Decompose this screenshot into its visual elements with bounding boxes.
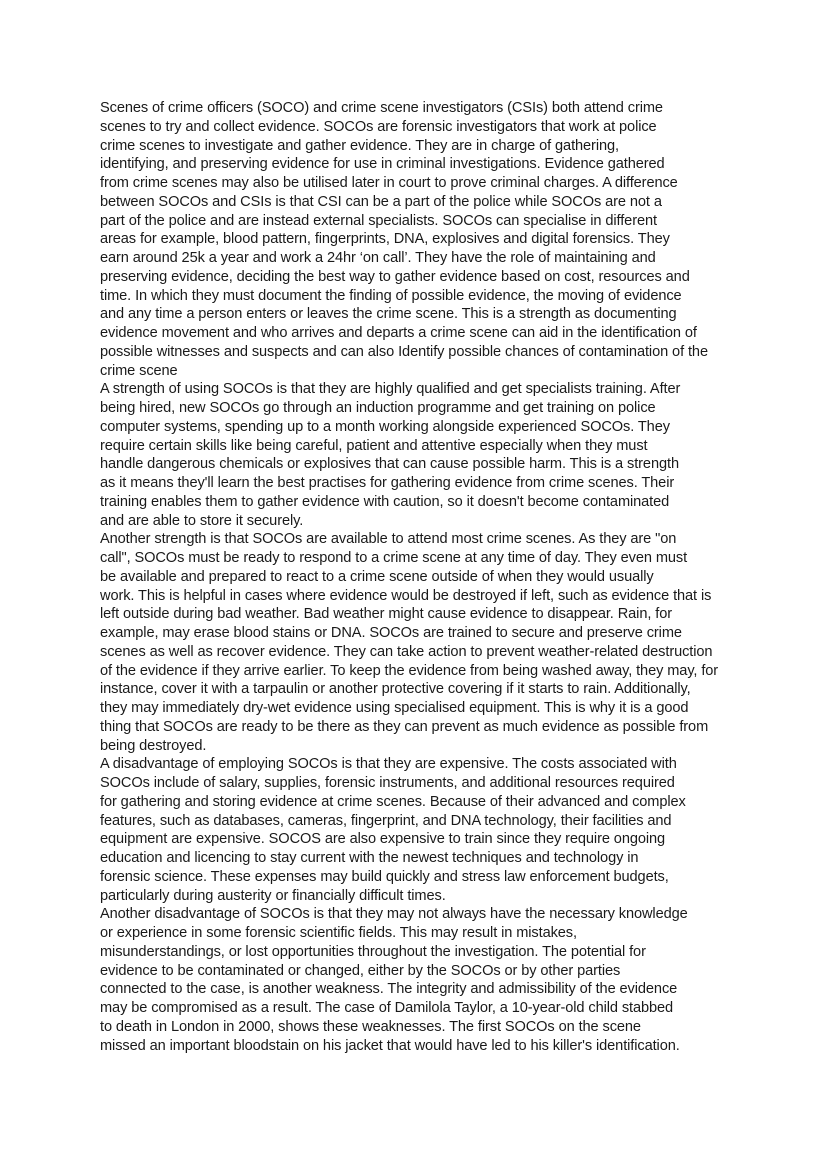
- text-line: to death in London in 2000, shows these weaknesses. The first SOCOs on the scene: [100, 1018, 641, 1035]
- text-line: part of the police and are instead external specialists. SOCOs can specialise in different: [100, 212, 657, 229]
- text-line: as it means they'll learn the best practises for gathering evidence from crime scenes. Their: [100, 475, 675, 491]
- text-line: handle dangerous chemicals or explosives that can cause possible harm. This is a strength: [100, 456, 679, 473]
- text-line: and are able to store it securely.: [100, 512, 304, 529]
- text-line: A strength of using SOCOs is that they are highly qualified and get specialists training. After: [100, 381, 681, 398]
- text-line: possible witnesses and suspects and can also Identify possible chances of contamination of the: [100, 343, 708, 360]
- text-line: equipment are expensive. SOCOS are also expensive to train since they require ongoing: [100, 831, 666, 848]
- text-line: features, such as databases, cameras, fingerprint, and DNA technology, their facilities and: [100, 812, 672, 829]
- text-line: preserving evidence, deciding the best way to gather evidence based on cost, resources and: [100, 268, 690, 285]
- text-line: time. In which they must document the finding of possible evidence, the moving of evidence: [100, 287, 682, 304]
- text-line: work. This is helpful in cases where evidence would be destroyed if left, such as evidence that is: [100, 587, 712, 604]
- text-line: be available and prepared to react to a crime scene outside of when they would usually: [100, 568, 654, 585]
- text-line: and any time a person enters or leaves the crime scene. This is a strength as documenting: [100, 306, 677, 323]
- text-line: Another strength is that SOCOs are available to attend most crime scenes. As they are "on: [100, 531, 677, 548]
- text-line: earn around 25k a year and work a 24hr ‘on call’. They have the role of maintaining and: [100, 250, 656, 266]
- text-line: scenes to try and collect evidence. SOCOs are forensic investigators that work at police: [100, 118, 657, 135]
- paragraph: [100, 380, 740, 530]
- text-line: computer systems, spending up to a month working alongside experienced SOCOs. They: [100, 418, 670, 435]
- text-line: Another disadvantage of SOCOs is that they may not always have the necessary knowledge: [100, 906, 688, 923]
- text-line: crime scenes to investigate and gather evidence. They are in charge of gathering,: [100, 137, 619, 154]
- text-line: they may immediately dry-wet evidence using specialised equipment. This is why it is a good: [100, 700, 689, 716]
- paragraph: [100, 530, 740, 755]
- text-line: crime scene: [100, 362, 178, 379]
- text-line: forensic science. These expenses may build quickly and stress law enforcement budgets,: [100, 868, 669, 885]
- text-line: A disadvantage of employing SOCOs is that they are expensive. The costs associated with: [100, 756, 677, 773]
- text-line: identifying, and preserving evidence for use in criminal investigations. Evidence gathered: [100, 156, 665, 173]
- paragraph: [100, 755, 740, 905]
- text-line: example, may erase blood stains or DNA. SOCOs are trained to secure and preserve crime: [100, 625, 682, 641]
- text-line: between SOCOs and CSIs is that CSI can be a part of the police while SOCOs are not a: [100, 193, 662, 210]
- text-line: training enables them to gather evidence with caution, so it doesn't become contaminated: [100, 493, 670, 510]
- text-line: left outside during bad weather. Bad weather might cause evidence to disappear. Rain, for: [100, 606, 672, 623]
- text-line: of the evidence if they arrive earlier. To keep the evidence from being washed away, they may, for: [100, 662, 719, 679]
- text-line: thing that SOCOs are ready to be there as they can prevent as much evidence as possible from: [100, 718, 709, 735]
- text-line: education and licencing to stay current with the newest techniques and technology in: [100, 850, 639, 866]
- text-line: or experience in some forensic scientific fields. This may result in mistakes,: [100, 925, 577, 941]
- text-line: from crime scenes may also be utilised later in court to prove criminal charges. A difference: [100, 175, 678, 191]
- text-line: connected to the case, is another weakness. The integrity and admissibility of the evidence: [100, 981, 678, 998]
- text-line: being destroyed.: [100, 737, 207, 754]
- document-page: [100, 99, 740, 1055]
- text-line: may be compromised as a result. The case of Damilola Taylor, a 10-year-old child stabbed: [100, 1000, 674, 1016]
- text-line: call", SOCOs must be ready to respond to a crime scene at any time of day. They even must: [100, 550, 688, 566]
- text-line: particularly during austerity or financially difficult times.: [100, 887, 446, 904]
- text-line: require certain skills like being careful, patient and attentive especially when they must: [100, 437, 648, 454]
- paragraph: [100, 99, 740, 380]
- text-line: SOCOs include of salary, supplies, forensic instruments, and additional resources required: [100, 775, 675, 791]
- text-line: instance, cover it with a tarpaulin or another protective covering if it starts to rain. Additionally,: [100, 681, 691, 698]
- text-line: evidence to be contaminated or changed, either by the SOCOs or by other parties: [100, 962, 621, 979]
- paragraph: [100, 905, 740, 1055]
- text-line: being hired, new SOCOs go through an induction programme and get training on police: [100, 400, 656, 416]
- text-line: Scenes of crime officers (SOCO) and crime scene investigators (CSIs) both attend crime: [100, 100, 663, 116]
- text-line: for gathering and storing evidence at crime scenes. Because of their advanced and complex: [100, 793, 686, 810]
- text-line: missed an important bloodstain on his jacket that would have led to his killer's identification.: [100, 1037, 680, 1054]
- text-line: scenes as well as recover evidence. They can take action to prevent weather-related destruction: [100, 643, 713, 660]
- text-line: evidence movement and who arrives and departs a crime scene can aid in the identification of: [100, 325, 697, 341]
- text-line: misunderstandings, or lost opportunities throughout the investigation. The potential for: [100, 943, 646, 960]
- text-line: areas for example, blood pattern, fingerprints, DNA, explosives and digital forensics. They: [100, 231, 670, 248]
